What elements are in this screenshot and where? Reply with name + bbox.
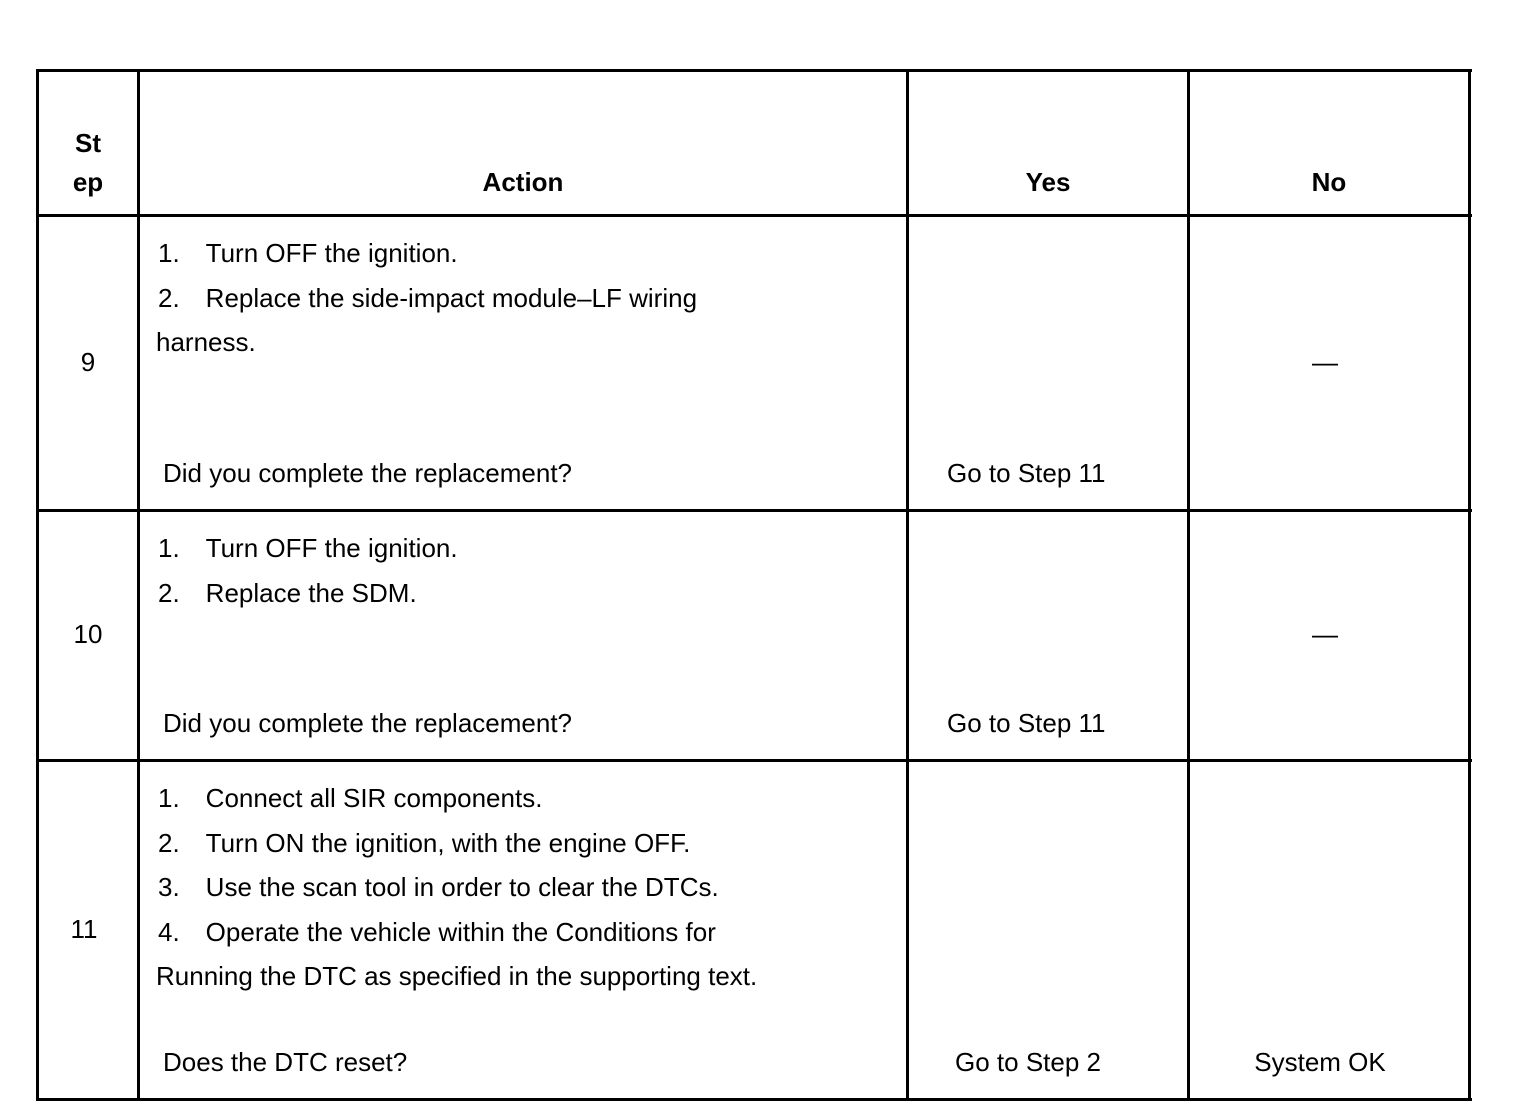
yes-result: Go to Step 2 [955, 1047, 1101, 1077]
step-number: 9 [80, 347, 96, 377]
table-border-top [36, 69, 1472, 72]
yes-result: Go to Step 11 [947, 708, 1106, 738]
header-step-line2: ep [72, 167, 104, 197]
action-question: Did you complete the replacement? [163, 708, 573, 738]
action-item: 1. Connect all SIR components. [158, 783, 543, 813]
header-yes: Yes [1025, 167, 1071, 197]
header-step-line1: St [75, 128, 101, 158]
step-number: 11 [70, 914, 98, 944]
action-item: Running the DTC as specified in the supporting text. [156, 961, 758, 991]
row-divider [36, 214, 1472, 217]
step-number: 10 [73, 619, 103, 649]
action-question: Does the DTC reset? [163, 1047, 408, 1077]
header-action: Action [482, 167, 564, 197]
action-item: 1. Turn OFF the ignition. [158, 238, 458, 268]
header-no: No [1311, 167, 1347, 197]
table-border-left [36, 69, 39, 1101]
no-result: — [1312, 347, 1338, 377]
row-divider [36, 509, 1472, 512]
column-divider [1187, 69, 1190, 1101]
table-border-right [1468, 69, 1471, 1101]
action-item: 2. Replace the SDM. [158, 578, 417, 608]
action-item: 2. Replace the side-impact module–LF wiring [158, 283, 698, 313]
no-result: System OK [1254, 1047, 1386, 1077]
action-question: Did you complete the replacement? [163, 458, 573, 488]
action-item: harness. [156, 327, 256, 357]
action-item: 1. Turn OFF the ignition. [158, 533, 458, 563]
yes-result: Go to Step 11 [947, 458, 1106, 488]
diagnostic-table [36, 69, 1472, 1101]
column-divider [906, 69, 909, 1101]
no-result: — [1312, 619, 1338, 649]
row-divider [36, 759, 1472, 762]
action-item: 3. Use the scan tool in order to clear the DTCs. [158, 872, 719, 902]
table-border-bottom [36, 1098, 1472, 1101]
action-item: 4. Operate the vehicle within the Conditions for [158, 917, 716, 947]
action-item: 2. Turn ON the ignition, with the engine OFF. [158, 828, 691, 858]
column-divider [137, 69, 140, 1101]
